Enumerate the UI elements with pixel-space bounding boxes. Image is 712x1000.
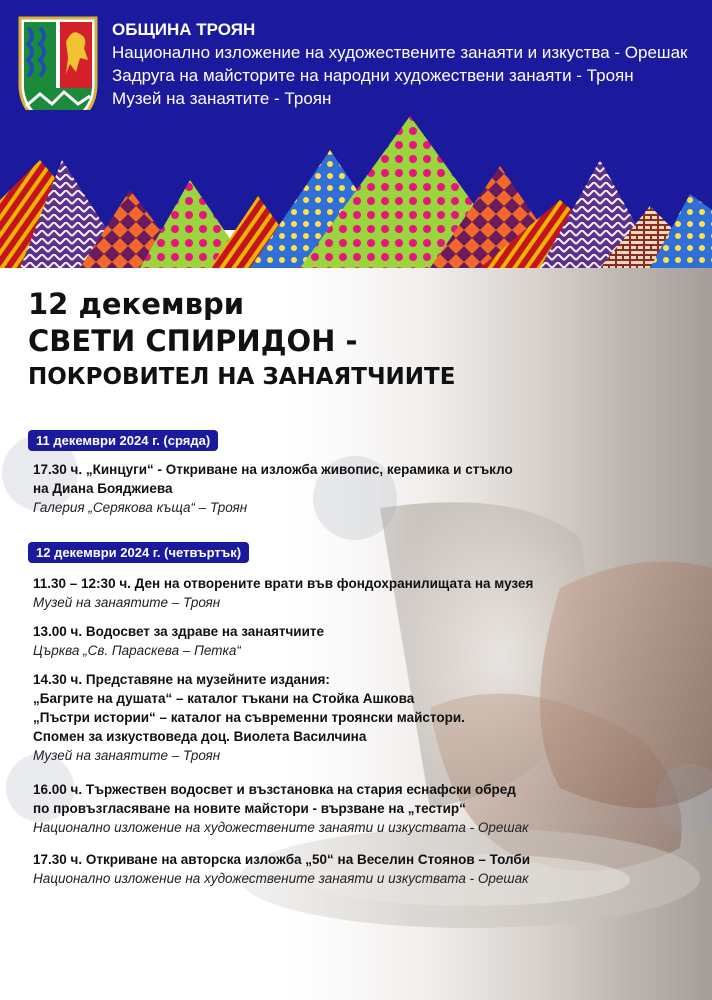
event-text-line: 14.30 ч. Представяне на музейните издания: (33, 672, 330, 687)
day2-event-5 (33, 850, 530, 888)
event-text-line: по провъзгласяване на новите майстори - вързване на „тестир“ (33, 801, 466, 816)
day1-event-1 (33, 460, 513, 517)
header-text-block (112, 18, 687, 110)
day1-date-badge: 11 декември 2024 г. (сряда) (28, 430, 218, 451)
day2-event-1 (33, 574, 533, 612)
poster-title (28, 286, 455, 394)
municipality-name: ОБЩИНА ТРОЯН (112, 20, 256, 39)
day2-event-4 (33, 780, 529, 837)
title-date: 12 декември (28, 287, 245, 321)
textile-mountains-illustration (0, 110, 712, 268)
event-venue: Национално изложение на художествените занаяти и изкуствата - Орешак (33, 820, 529, 835)
event-text-line: 16.00 ч. Тържествен водосвет и възстановка на стария еснафски обред (33, 782, 516, 797)
event-text-line: 17.30 ч. Откриване на авторска изложба „50“ на Веселин Стоянов – Толби (33, 852, 531, 867)
event-text-line: 11.30 – 12:30 ч. Ден на отворените врати във фондохранилищата на музея (33, 576, 534, 591)
day2-date-badge: 12 декември 2024 г. (четвъртък) (28, 542, 249, 563)
event-venue: Музей на занаятите – Троян (33, 595, 221, 610)
title-subtitle: ПОКРОВИТЕЛ НА ЗАНАЯТЧИИТЕ (28, 364, 456, 390)
event-venue: Галерия „Серякова къща“ – Троян (33, 500, 248, 515)
event-venue: Църква „Св. Параскева – Петка“ (33, 643, 241, 658)
day2-event-2 (33, 622, 324, 660)
event-text-line: „Багрите на душата“ – каталог тъкани на Стойка Ашкова (33, 691, 415, 706)
event-venue: Музей на занаятите – Троян (33, 748, 221, 763)
event-text-line: 17.30 ч. „Кинцуги“ - Откриване на изложба живопис, керамика и стъкло (33, 462, 513, 477)
event-text-line: „Пъстри истории“ – каталог на съвременни троянски майстори. (33, 710, 465, 725)
header-band (0, 0, 712, 268)
day2-event-3 (33, 670, 465, 765)
event-venue: Национално изложение на художествените занаяти и изкуствата - Орешак (33, 871, 529, 886)
event-text-line: на Диана Бояджиева (33, 481, 173, 496)
main-content (0, 268, 712, 1000)
guild-name: Задруга на майсторите на народни художествени занаяти - Троян (112, 66, 634, 85)
event-text-line: 13.00 ч. Водосвет за здраве на занаятчиите (33, 624, 325, 639)
event-text-line: Спомен за изкуствоведа доц. Виолета Василчина (33, 729, 367, 744)
museum-name: Музей на занаятите - Троян (112, 89, 332, 108)
title-saint: СВЕТИ СПИРИДОН - (28, 324, 358, 358)
exhibition-name: Национално изложение на художествените занаяти и изкуства - Орешак (112, 43, 688, 62)
